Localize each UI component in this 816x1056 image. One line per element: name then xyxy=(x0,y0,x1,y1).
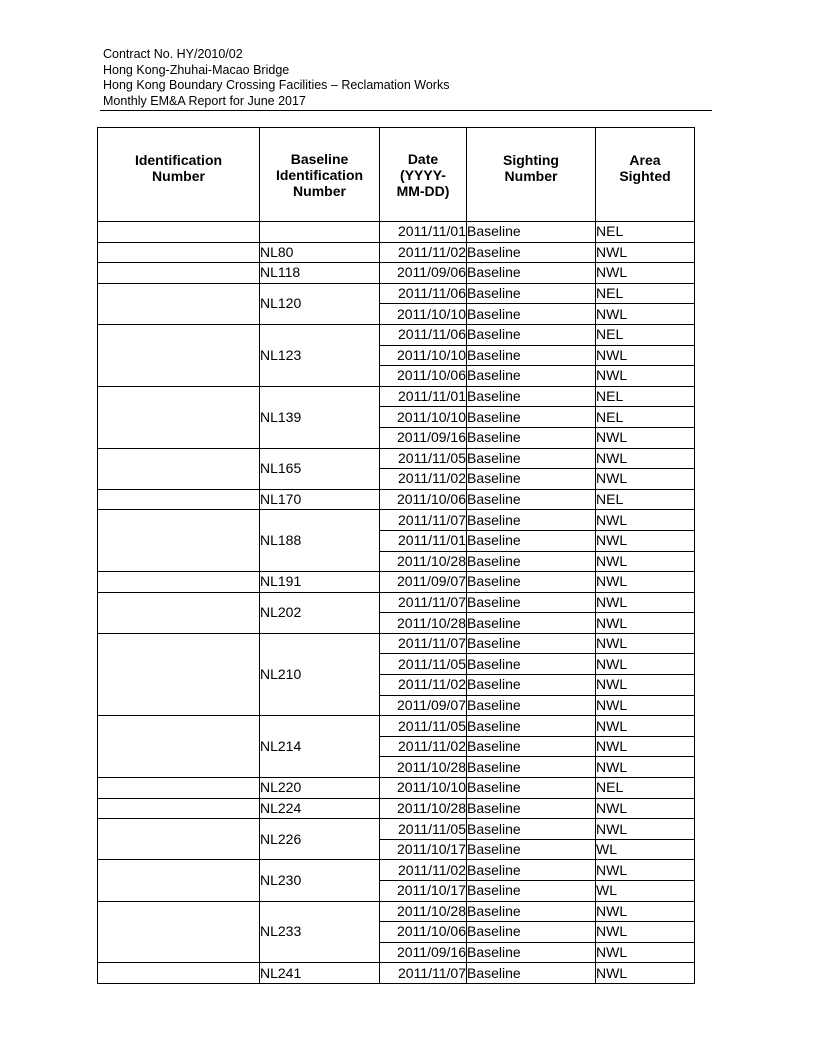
baseline-id-cell: NL214 xyxy=(260,716,380,778)
sighting-number-cell: Baseline xyxy=(467,963,596,984)
date-cell: 2011/09/07 xyxy=(380,572,467,593)
area-sighted-cell: NWL xyxy=(596,942,695,963)
date-cell: 2011/10/28 xyxy=(380,757,467,778)
area-sighted-cell: WL xyxy=(596,839,695,860)
area-sighted-cell: NEL xyxy=(596,386,695,407)
sighting-number-cell: Baseline xyxy=(467,407,596,428)
identification-number-cell xyxy=(98,324,260,386)
table-row xyxy=(98,263,695,284)
date-cell: 2011/09/16 xyxy=(380,427,467,448)
baseline-id-cell: NL170 xyxy=(260,489,380,510)
sighting-number-cell: Baseline xyxy=(467,819,596,840)
table-row xyxy=(98,592,695,613)
area-sighted-cell: NWL xyxy=(596,633,695,654)
date-cell: 2011/11/05 xyxy=(380,716,467,737)
area-sighted-cell: NWL xyxy=(596,901,695,922)
identification-number-cell xyxy=(98,633,260,715)
sighting-number-cell: Baseline xyxy=(467,551,596,572)
table-row xyxy=(98,324,695,345)
identification-number-cell xyxy=(98,510,260,572)
identification-number-cell xyxy=(98,592,260,633)
area-sighted-cell: NWL xyxy=(596,345,695,366)
area-sighted-cell: NWL xyxy=(596,304,695,325)
table-row xyxy=(98,448,695,469)
table-row xyxy=(98,716,695,737)
date-cell: 2011/09/07 xyxy=(380,695,467,716)
date-cell: 2011/10/28 xyxy=(380,613,467,634)
sighting-number-cell: Baseline xyxy=(467,530,596,551)
date-cell: 2011/10/10 xyxy=(380,778,467,799)
contract-number: Contract No. HY/2010/02 xyxy=(103,47,243,61)
area-sighted-cell: NWL xyxy=(596,242,695,263)
sighting-number-cell: Baseline xyxy=(467,942,596,963)
table-header-row xyxy=(98,128,695,222)
date-cell: 2011/11/07 xyxy=(380,633,467,654)
project-name: Hong Kong-Zhuhai-Macao Bridge xyxy=(103,62,290,77)
header-baseline-identification-number: Baseline Identification Number xyxy=(260,128,380,222)
table-row xyxy=(98,283,695,304)
baseline-id-cell: NL139 xyxy=(260,386,380,448)
sighting-number-cell: Baseline xyxy=(467,736,596,757)
identification-number-cell xyxy=(98,448,260,489)
date-cell: 2011/10/10 xyxy=(380,304,467,325)
table-row xyxy=(98,963,695,984)
sighting-number-cell: Baseline xyxy=(467,489,596,510)
area-sighted-cell: NEL xyxy=(596,283,695,304)
date-cell: 2011/10/10 xyxy=(380,407,467,428)
identification-number-cell xyxy=(98,572,260,593)
date-cell: 2011/11/07 xyxy=(380,510,467,531)
date-cell: 2011/10/17 xyxy=(380,839,467,860)
sighting-number-cell: Baseline xyxy=(467,860,596,881)
table-row xyxy=(98,860,695,881)
sighting-number-cell: Baseline xyxy=(467,242,596,263)
sighting-number-cell: Baseline xyxy=(467,613,596,634)
area-sighted-cell: NEL xyxy=(596,778,695,799)
area-sighted-cell: NWL xyxy=(596,860,695,881)
baseline-id-cell: NL241 xyxy=(260,963,380,984)
document-header xyxy=(103,47,449,109)
sighting-number-cell: Baseline xyxy=(467,778,596,799)
identification-number-cell xyxy=(98,716,260,778)
table-row xyxy=(98,901,695,922)
identification-number-cell xyxy=(98,963,260,984)
sighting-number-cell: Baseline xyxy=(467,922,596,943)
area-sighted-cell: NWL xyxy=(596,922,695,943)
identification-number-cell xyxy=(98,386,260,448)
baseline-id-cell: NL224 xyxy=(260,798,380,819)
sighting-table xyxy=(97,127,695,984)
date-cell: 2011/09/06 xyxy=(380,263,467,284)
date-cell: 2011/11/01 xyxy=(380,222,467,243)
identification-number-cell xyxy=(98,242,260,263)
table-row xyxy=(98,798,695,819)
sighting-number-cell: Baseline xyxy=(467,304,596,325)
date-cell: 2011/10/06 xyxy=(380,922,467,943)
date-cell: 2011/10/17 xyxy=(380,881,467,902)
area-sighted-cell: NWL xyxy=(596,530,695,551)
identification-number-cell xyxy=(98,819,260,860)
area-sighted-cell: NWL xyxy=(596,675,695,696)
sighting-number-cell: Baseline xyxy=(467,469,596,490)
area-sighted-cell: NEL xyxy=(596,489,695,510)
sighting-number-cell: Baseline xyxy=(467,757,596,778)
date-cell: 2011/11/06 xyxy=(380,324,467,345)
identification-number-cell xyxy=(98,778,260,799)
baseline-id-cell: NL165 xyxy=(260,448,380,489)
report-title: Monthly EM&A Report for June 2017 xyxy=(103,93,306,108)
date-cell: 2011/11/02 xyxy=(380,860,467,881)
baseline-id-cell: NL191 xyxy=(260,572,380,593)
baseline-id-cell: NL230 xyxy=(260,860,380,901)
date-cell: 2011/10/28 xyxy=(380,901,467,922)
sighting-number-cell: Baseline xyxy=(467,324,596,345)
date-cell: 2011/10/28 xyxy=(380,798,467,819)
date-cell: 2011/11/02 xyxy=(380,469,467,490)
area-sighted-cell: NWL xyxy=(596,963,695,984)
baseline-id-cell xyxy=(260,222,380,243)
area-sighted-cell: NWL xyxy=(596,798,695,819)
date-cell: 2011/11/05 xyxy=(380,448,467,469)
area-sighted-cell: NWL xyxy=(596,757,695,778)
area-sighted-cell: NEL xyxy=(596,407,695,428)
sighting-number-cell: Baseline xyxy=(467,427,596,448)
header-divider xyxy=(100,110,712,111)
sighting-number-cell: Baseline xyxy=(467,263,596,284)
baseline-id-cell: NL188 xyxy=(260,510,380,572)
header-area-sighted: Area Sighted xyxy=(596,128,695,222)
date-cell: 2011/11/02 xyxy=(380,675,467,696)
baseline-id-cell: NL220 xyxy=(260,778,380,799)
baseline-id-cell: NL202 xyxy=(260,592,380,633)
project-subtitle: Hong Kong Boundary Crossing Facilities – Reclamation Works xyxy=(103,78,450,93)
baseline-id-cell: NL120 xyxy=(260,283,380,324)
area-sighted-cell: NWL xyxy=(596,819,695,840)
area-sighted-cell: NWL xyxy=(596,469,695,490)
sighting-number-cell: Baseline xyxy=(467,222,596,243)
area-sighted-cell: NWL xyxy=(596,572,695,593)
identification-number-cell xyxy=(98,489,260,510)
area-sighted-cell: NWL xyxy=(596,366,695,387)
baseline-id-cell: NL226 xyxy=(260,819,380,860)
sighting-number-cell: Baseline xyxy=(467,881,596,902)
area-sighted-cell: NWL xyxy=(596,448,695,469)
date-cell: 2011/11/07 xyxy=(380,592,467,613)
baseline-id-cell: NL123 xyxy=(260,324,380,386)
sighting-number-cell: Baseline xyxy=(467,448,596,469)
area-sighted-cell: NEL xyxy=(596,324,695,345)
table-row xyxy=(98,222,695,243)
date-cell: 2011/09/16 xyxy=(380,942,467,963)
date-cell: 2011/11/02 xyxy=(380,736,467,757)
date-cell: 2011/10/06 xyxy=(380,489,467,510)
table-row xyxy=(98,633,695,654)
sighting-number-cell: Baseline xyxy=(467,716,596,737)
area-sighted-cell: NWL xyxy=(596,695,695,716)
table-row xyxy=(98,510,695,531)
sighting-number-cell: Baseline xyxy=(467,345,596,366)
table-row xyxy=(98,819,695,840)
identification-number-cell xyxy=(98,283,260,324)
table-row xyxy=(98,778,695,799)
header-date: Date (YYYY-MM-DD) xyxy=(380,128,467,222)
area-sighted-cell: NWL xyxy=(596,592,695,613)
area-sighted-cell: NWL xyxy=(596,736,695,757)
sighting-number-cell: Baseline xyxy=(467,510,596,531)
baseline-id-cell: NL118 xyxy=(260,263,380,284)
sighting-number-cell: Baseline xyxy=(467,798,596,819)
table-row xyxy=(98,489,695,510)
area-sighted-cell: NWL xyxy=(596,427,695,448)
date-cell: 2011/10/06 xyxy=(380,366,467,387)
area-sighted-cell: NWL xyxy=(596,716,695,737)
area-sighted-cell: NWL xyxy=(596,613,695,634)
sighting-number-cell: Baseline xyxy=(467,633,596,654)
area-sighted-cell: NWL xyxy=(596,263,695,284)
area-sighted-cell: WL xyxy=(596,881,695,902)
date-cell: 2011/10/28 xyxy=(380,551,467,572)
baseline-id-cell: NL80 xyxy=(260,242,380,263)
area-sighted-cell: NWL xyxy=(596,510,695,531)
sighting-number-cell: Baseline xyxy=(467,283,596,304)
identification-number-cell xyxy=(98,860,260,901)
identification-number-cell xyxy=(98,901,260,963)
area-sighted-cell: NEL xyxy=(596,222,695,243)
table-row xyxy=(98,386,695,407)
baseline-id-cell: NL233 xyxy=(260,901,380,963)
sighting-number-cell: Baseline xyxy=(467,386,596,407)
area-sighted-cell: NWL xyxy=(596,551,695,572)
date-cell: 2011/11/05 xyxy=(380,819,467,840)
sighting-number-cell: Baseline xyxy=(467,839,596,860)
table-row xyxy=(98,572,695,593)
sighting-number-cell: Baseline xyxy=(467,695,596,716)
sighting-number-cell: Baseline xyxy=(467,675,596,696)
date-cell: 2011/11/01 xyxy=(380,386,467,407)
sighting-number-cell: Baseline xyxy=(467,592,596,613)
date-cell: 2011/11/01 xyxy=(380,530,467,551)
baseline-id-cell: NL210 xyxy=(260,633,380,715)
identification-number-cell xyxy=(98,222,260,243)
sighting-number-cell: Baseline xyxy=(467,901,596,922)
sighting-number-cell: Baseline xyxy=(467,366,596,387)
table-body xyxy=(98,222,695,984)
date-cell: 2011/11/05 xyxy=(380,654,467,675)
date-cell: 2011/11/07 xyxy=(380,963,467,984)
header-identification-number: Identification Number xyxy=(98,128,260,222)
identification-number-cell xyxy=(98,263,260,284)
date-cell: 2011/11/02 xyxy=(380,242,467,263)
table-row xyxy=(98,242,695,263)
header-sighting-number: Sighting Number xyxy=(467,128,596,222)
date-cell: 2011/10/10 xyxy=(380,345,467,366)
sighting-number-cell: Baseline xyxy=(467,572,596,593)
identification-number-cell xyxy=(98,798,260,819)
sighting-number-cell: Baseline xyxy=(467,654,596,675)
area-sighted-cell: NWL xyxy=(596,654,695,675)
date-cell: 2011/11/06 xyxy=(380,283,467,304)
